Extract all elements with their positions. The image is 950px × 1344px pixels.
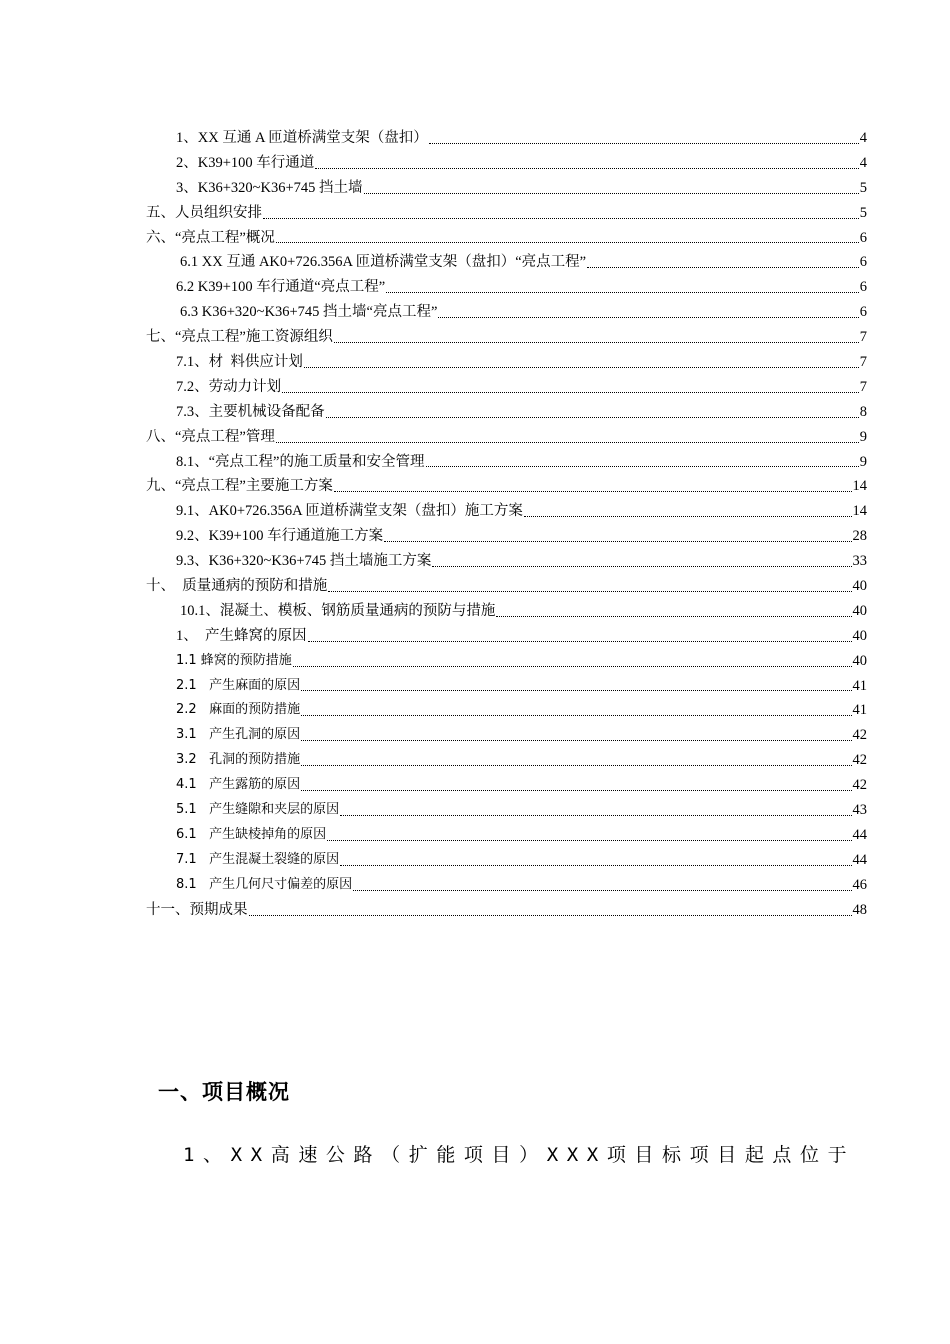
- toc-entry-title: 4.1 产生露筋的原因: [176, 777, 301, 793]
- toc-entry-title: 3.1 产生孔洞的原因: [176, 727, 301, 743]
- toc-entry-title: 8.1、“亮点工程”的施工质量和安全管理: [176, 453, 425, 470]
- toc-leader-dots: [300, 674, 852, 699]
- toc-leader-dots: [248, 898, 853, 923]
- toc-leader-dots: [363, 176, 860, 201]
- toc-entry[interactable]: [0, 176, 950, 201]
- toc-entry[interactable]: [0, 773, 950, 798]
- toc-entry[interactable]: [0, 723, 950, 748]
- toc-leader-dots: [275, 425, 860, 450]
- toc-page-number: 4: [859, 154, 867, 171]
- toc-page-number: 42: [852, 752, 867, 769]
- toc-page-number: 33: [852, 553, 867, 570]
- toc-entry-title: 3、K36+320~K36+745 挡土墙: [176, 179, 363, 196]
- toc-leader-dots: [339, 798, 852, 823]
- toc-entry[interactable]: [0, 798, 950, 823]
- toc-leader-dots: [437, 300, 859, 325]
- toc-leader-dots: [523, 499, 853, 524]
- toc-entry-title: 十、 质量通病的预防和措施: [146, 578, 328, 595]
- table-of-contents: [0, 126, 950, 923]
- toc-entry[interactable]: [0, 698, 950, 723]
- toc-page-number: 43: [852, 802, 867, 819]
- toc-entry-title: 7.1 产生混凝土裂缝的原因: [176, 851, 340, 867]
- toc-page-number: 42: [852, 777, 867, 794]
- toc-page-number: 9: [859, 453, 867, 470]
- toc-leader-dots: [292, 649, 853, 674]
- toc-leader-dots: [275, 226, 860, 251]
- toc-entry[interactable]: [0, 250, 950, 275]
- toc-entry-title: 5.1 产生缝隙和夹层的原因: [176, 802, 340, 818]
- toc-page-number: 44: [852, 851, 867, 868]
- toc-entry[interactable]: [0, 873, 950, 898]
- toc-leader-dots: [325, 400, 860, 425]
- toc-entry-title: 五、人员组织安排: [146, 204, 262, 221]
- toc-entry-title: 6.3 K36+320~K36+745 挡土墙“亮点工程”: [180, 304, 438, 321]
- toc-entry-title: 八、“亮点工程”管理: [146, 428, 275, 445]
- toc-entry[interactable]: [0, 325, 950, 350]
- toc-entry-title: 9.1、AK0+726.356A 匝道桥满堂支架（盘扣）施工方案: [176, 503, 523, 520]
- toc-entry[interactable]: [0, 599, 950, 624]
- toc-leader-dots: [385, 275, 860, 300]
- toc-page-number: 6: [859, 279, 867, 296]
- toc-leader-dots: [327, 574, 852, 599]
- toc-entry-title: 6.2 K39+100 车行通道“亮点工程”: [176, 279, 386, 296]
- toc-page-number: 40: [852, 602, 867, 619]
- toc-entry[interactable]: [0, 624, 950, 649]
- toc-leader-dots: [326, 823, 852, 848]
- toc-entry-title: 6.1 XX 互通 AK0+726.356A 匝道桥满堂支架（盘扣）“亮点工程”: [180, 254, 587, 271]
- section-heading: 一、项目概况: [158, 1080, 290, 1104]
- toc-entry-title: 8.1 产生几何尺寸偏差的原因: [176, 876, 353, 892]
- toc-page-number: 40: [852, 578, 867, 595]
- toc-entry[interactable]: [0, 275, 950, 300]
- toc-entry-title: 2.2 麻面的预防措施: [176, 702, 301, 718]
- toc-entry-title: 6.1 产生缺棱掉角的原因: [176, 826, 327, 842]
- toc-page-number: 41: [852, 702, 867, 719]
- toc-entry[interactable]: [0, 898, 950, 923]
- toc-entry-title: 七、“亮点工程”施工资源组织: [146, 329, 333, 346]
- toc-page-number: 48: [852, 901, 867, 918]
- toc-entry[interactable]: [0, 450, 950, 475]
- body-paragraph: 1、XX高速公路（扩能项目）XXX项目标项目起点位于: [183, 1144, 856, 1166]
- toc-page-number: 7: [859, 354, 867, 371]
- toc-page-number: 4: [859, 130, 867, 146]
- toc-leader-dots: [300, 773, 852, 798]
- toc-page-number: 40: [852, 627, 867, 644]
- toc-entry-title: 2、K39+100 车行通道: [176, 154, 315, 171]
- toc-entry-title: 九、“亮点工程”主要施工方案: [146, 478, 333, 495]
- toc-entry-title: 10.1、混凝土、模板、钢筋质量通病的预防与措施: [180, 602, 496, 619]
- toc-page-number: 42: [852, 727, 867, 744]
- toc-page-number: 8: [859, 403, 867, 420]
- toc-page-number: 5: [859, 179, 867, 196]
- toc-page-number: 44: [852, 826, 867, 843]
- toc-page-number: 41: [852, 677, 867, 694]
- toc-page-number: 5: [859, 204, 867, 221]
- toc-entry[interactable]: [0, 400, 950, 425]
- toc-page-number: 40: [852, 652, 867, 669]
- toc-leader-dots: [333, 325, 860, 350]
- toc-page-number: 28: [852, 528, 867, 545]
- toc-leader-dots: [425, 450, 860, 475]
- toc-page-number: 14: [852, 478, 867, 495]
- toc-entry[interactable]: [0, 226, 950, 251]
- toc-leader-dots: [281, 375, 860, 400]
- toc-page-number: 9: [859, 428, 867, 445]
- toc-entry-title: 9.2、K39+100 车行通道施工方案: [176, 528, 384, 545]
- toc-leader-dots: [428, 126, 860, 151]
- toc-leader-dots: [303, 350, 860, 375]
- toc-page-number: 7: [859, 329, 867, 346]
- toc-entry-title: 7.3、主要机械设备配备: [176, 403, 325, 420]
- toc-entry[interactable]: [0, 425, 950, 450]
- toc-leader-dots: [352, 873, 852, 898]
- toc-entry[interactable]: [0, 674, 950, 699]
- toc-leader-dots: [431, 549, 852, 574]
- toc-leader-dots: [333, 474, 853, 499]
- toc-page-number: 6: [859, 229, 867, 246]
- toc-entry[interactable]: [0, 549, 950, 574]
- toc-entry-title: 9.3、K36+320~K36+745 挡土墙施工方案: [176, 553, 432, 570]
- toc-leader-dots: [495, 599, 852, 624]
- toc-entry[interactable]: [0, 848, 950, 873]
- toc-entry-title: 3.2 孔洞的预防措施: [176, 752, 301, 768]
- toc-entry[interactable]: [0, 350, 950, 375]
- toc-leader-dots: [339, 848, 852, 873]
- toc-entry[interactable]: [0, 574, 950, 599]
- toc-entry[interactable]: [0, 649, 950, 674]
- toc-entry-title: 十一、预期成果: [146, 901, 248, 918]
- toc-leader-dots: [307, 624, 853, 649]
- toc-entry-title: 1.1 蜂窝的预防措施: [176, 652, 292, 668]
- toc-leader-dots: [262, 201, 860, 226]
- toc-page-number: 46: [852, 876, 867, 893]
- toc-entry-title: 1、XX 互通 A 匝道桥满堂支架（盘扣）: [176, 130, 428, 146]
- toc-entry[interactable]: [0, 524, 950, 549]
- toc-leader-dots: [586, 250, 860, 275]
- toc-entry-title: 六、“亮点工程”概况: [146, 229, 275, 246]
- toc-leader-dots: [300, 698, 852, 723]
- toc-entry-title: 2.1 产生麻面的原因: [176, 677, 301, 693]
- toc-entry[interactable]: [0, 375, 950, 400]
- toc-entry[interactable]: [0, 126, 950, 151]
- toc-page-number: 14: [852, 503, 867, 520]
- toc-page-number: 6: [859, 304, 867, 321]
- toc-leader-dots: [314, 151, 859, 176]
- toc-entry[interactable]: [0, 474, 950, 499]
- toc-entry[interactable]: [0, 748, 950, 773]
- toc-entry[interactable]: [0, 823, 950, 848]
- toc-entry[interactable]: [0, 201, 950, 226]
- toc-page-number: 7: [859, 378, 867, 395]
- toc-entry-title: 7.2、劳动力计划: [176, 378, 282, 395]
- toc-entry[interactable]: [0, 499, 950, 524]
- toc-leader-dots: [383, 524, 852, 549]
- toc-entry[interactable]: [0, 151, 950, 176]
- toc-entry[interactable]: [0, 300, 950, 325]
- toc-entry-title: 7.1、材 料供应计划: [176, 354, 303, 371]
- toc-entry-title: 1、 产生蜂窝的原因: [176, 627, 307, 644]
- toc-page-number: 6: [859, 254, 867, 271]
- toc-leader-dots: [300, 748, 852, 773]
- toc-leader-dots: [300, 723, 852, 748]
